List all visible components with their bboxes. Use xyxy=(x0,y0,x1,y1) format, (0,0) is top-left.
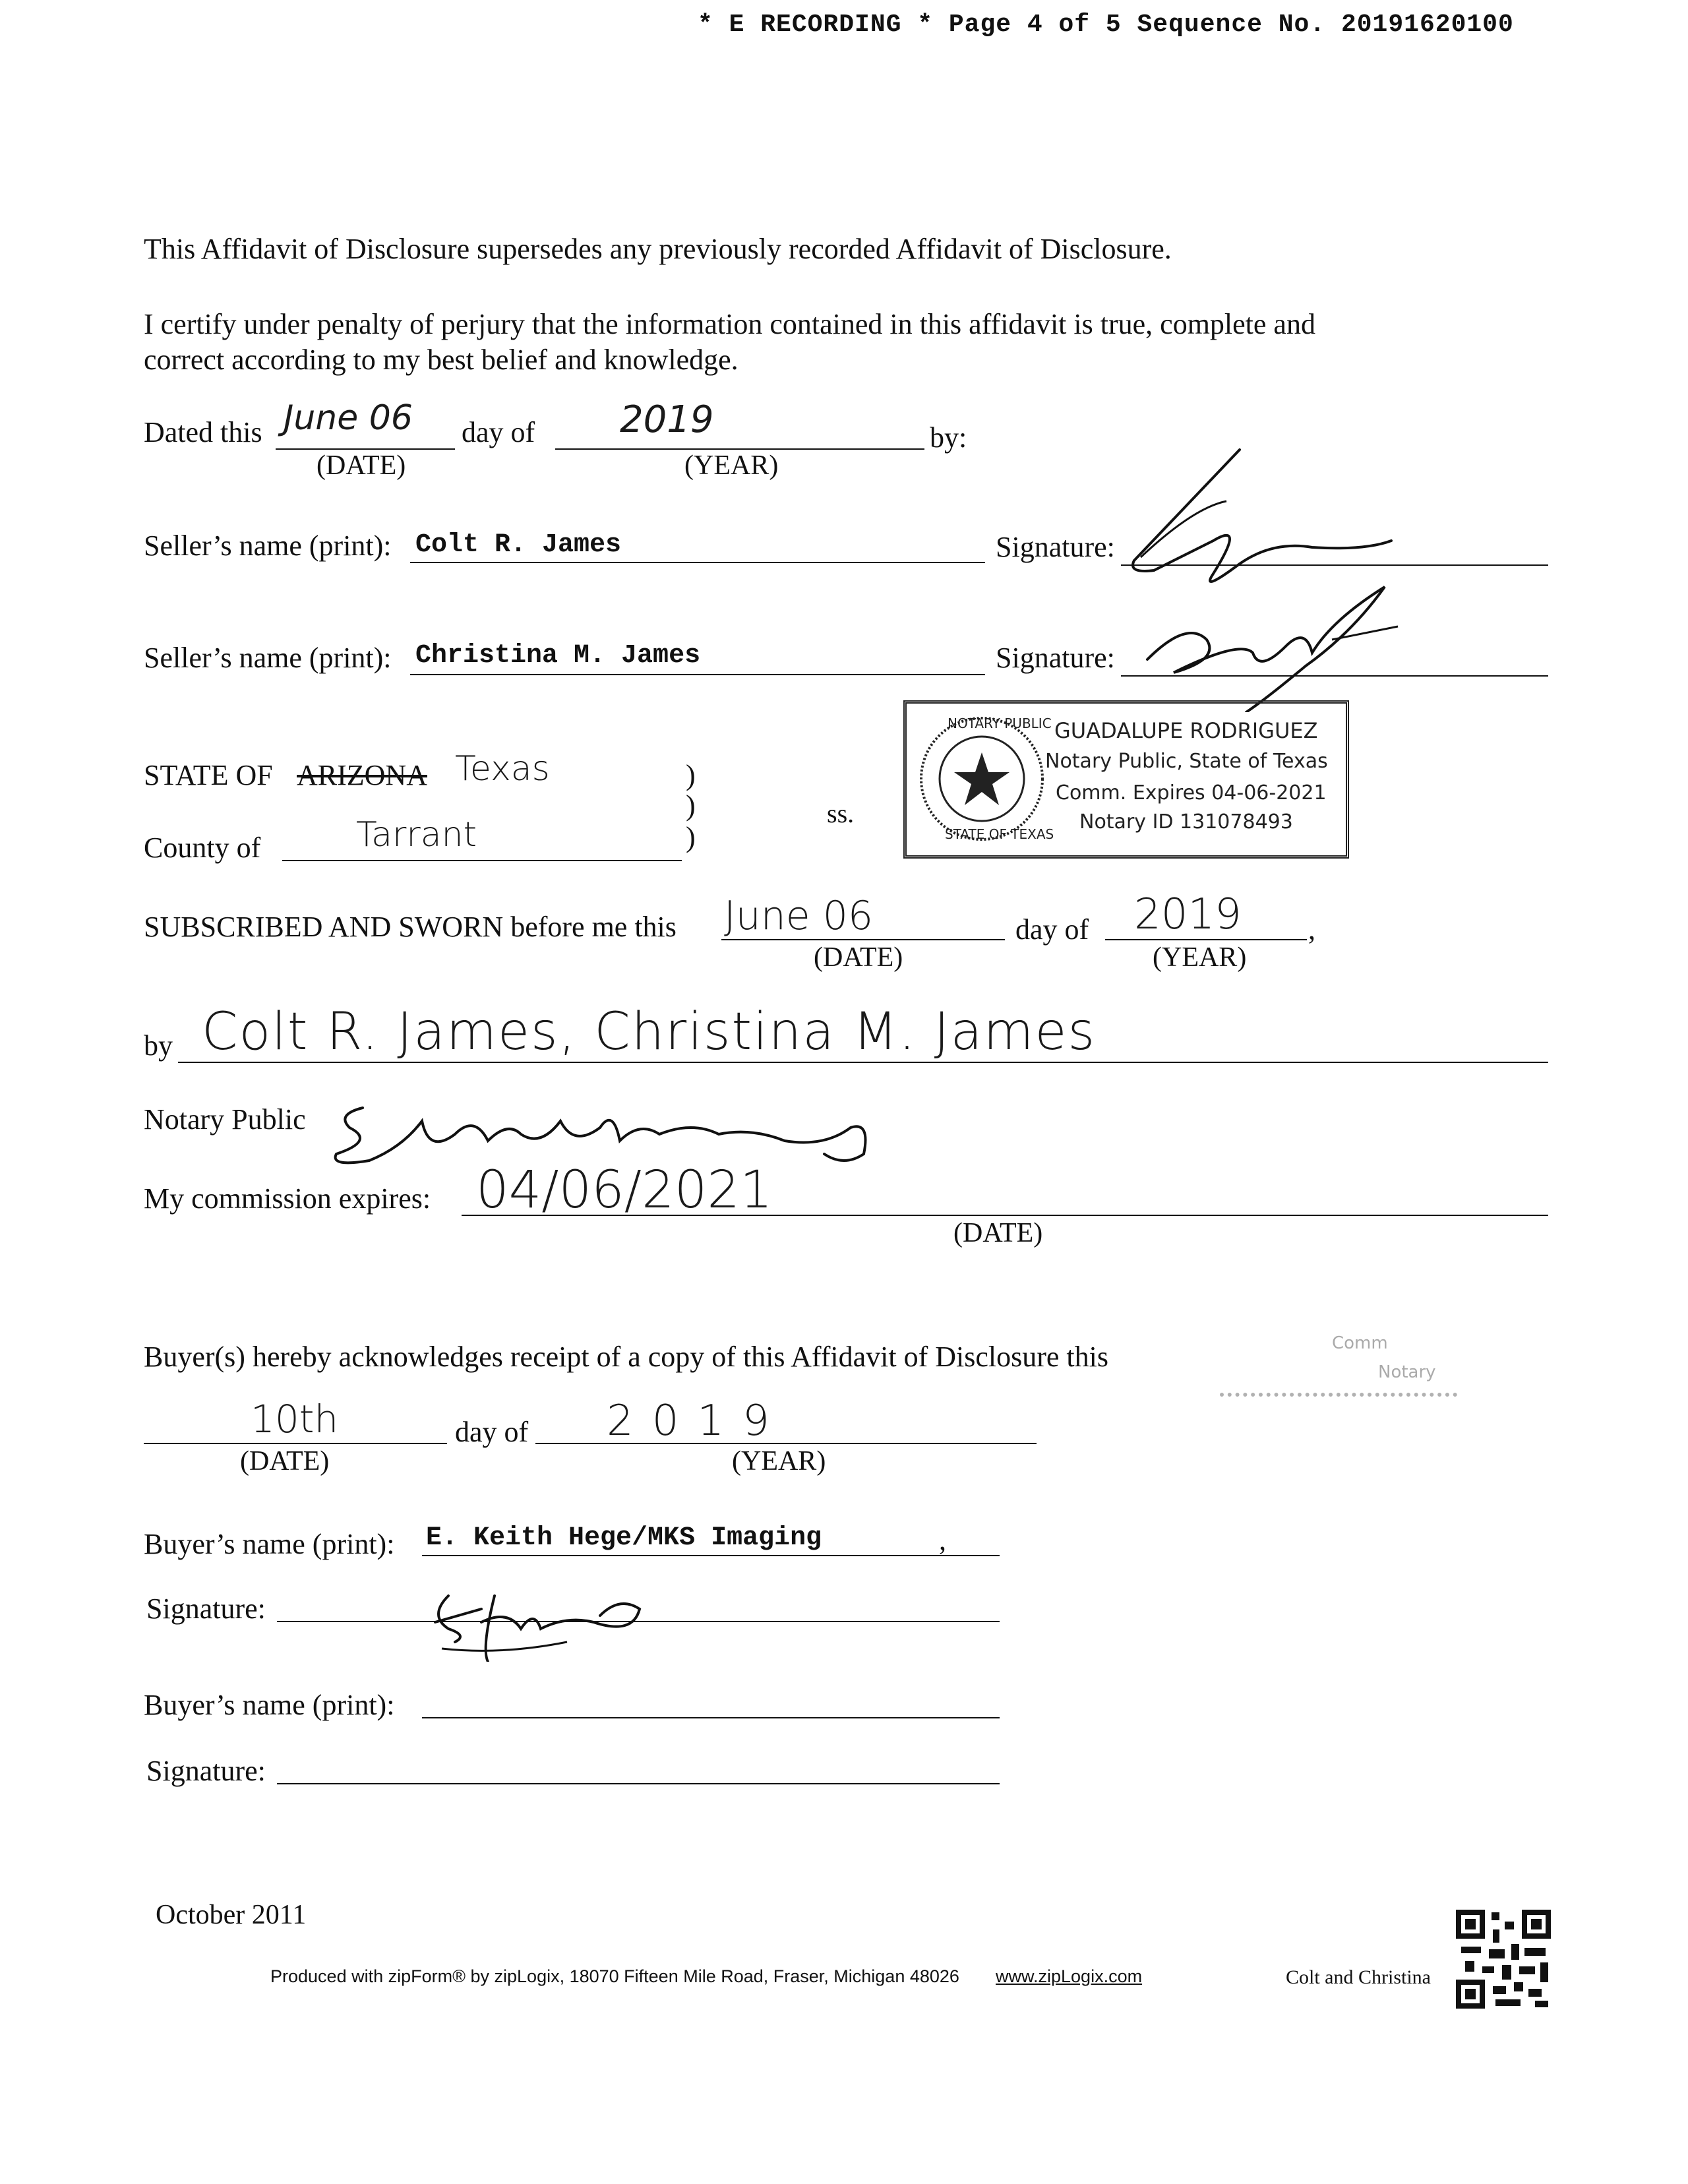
buyer1-name-line xyxy=(422,1555,1000,1556)
dated-date-caption: (DATE) xyxy=(316,450,406,481)
dated-day-of: day of xyxy=(462,416,535,448)
seal-bottom-text: STATE OF TEXAS xyxy=(945,826,1054,842)
county-value: Tarrant xyxy=(356,815,477,855)
seal-top-text: NOTARY PUBLIC xyxy=(948,715,1052,731)
buyer-ack-day-of: day of xyxy=(455,1416,529,1448)
certify-paragraph-line2: correct according to my best belief and knowledge. xyxy=(144,344,738,376)
seller1-signature-label: Signature: xyxy=(996,531,1115,563)
notary-signature xyxy=(323,1081,890,1174)
notary-public-label: Notary Public xyxy=(144,1103,306,1136)
state-label: STATE OF xyxy=(144,759,273,791)
buyer-ack-text: Buyer(s) hereby acknowledges receipt of a copy of this Affidavit of Disclosure this xyxy=(144,1341,1108,1373)
buyer1-signature-label: Signature: xyxy=(146,1592,266,1625)
dated-by: by: xyxy=(930,421,967,454)
buyer2-name-line xyxy=(422,1717,1000,1718)
commission-value: 04/06/2021 xyxy=(476,1161,773,1220)
buyer-ack-year-caption: (YEAR) xyxy=(732,1446,826,1476)
buyer-ack-year-value: 2019 xyxy=(607,1397,788,1445)
footer-file-name: Colt and Christina xyxy=(1286,1966,1431,1988)
buyer-ack-date-caption: (DATE) xyxy=(240,1446,330,1476)
buyer1-signature xyxy=(422,1569,659,1662)
seller1-label: Seller’s name (print): xyxy=(144,530,392,562)
venue-bracket-3: ) xyxy=(686,821,696,853)
footer-url[interactable]: www.zipLogix.com xyxy=(996,1966,1143,1986)
dated-date-value: June 06 xyxy=(284,398,413,438)
buyer2-signature-line xyxy=(277,1783,1000,1784)
buyer2-signature-label: Signature: xyxy=(146,1755,266,1787)
state-struck: ARIZONA xyxy=(297,759,427,791)
buyer2-label: Buyer’s name (print): xyxy=(144,1689,395,1721)
sworn-label: SUBSCRIBED AND SWORN before me this xyxy=(144,911,677,943)
sworn-date-caption: (DATE) xyxy=(814,942,903,973)
county-label: County of xyxy=(144,832,261,864)
faint-stamp xyxy=(1220,1299,1457,1411)
commission-line xyxy=(462,1215,1548,1216)
footer-date: October 2011 xyxy=(156,1900,307,1930)
by-value: Colt R. James, Christina M. James xyxy=(202,1002,1097,1062)
sworn-year-value: 2019 xyxy=(1134,890,1242,939)
commission-label: My commission expires: xyxy=(144,1182,431,1215)
sworn-year-caption: (YEAR) xyxy=(1153,942,1247,973)
footer-produced: Produced with zipForm® by zipLogix, 18070 Fifteen Mile Road, Fraser, Michigan 48026 xyxy=(270,1966,959,1986)
faint-stamp-line1: Comm xyxy=(1332,1333,1388,1353)
sworn-date-line xyxy=(721,939,1005,940)
stamp-title: Notary Public, State of Texas xyxy=(1045,750,1328,773)
seller2-label: Seller’s name (print): xyxy=(144,642,392,674)
certify-paragraph-line1: I certify under penalty of perjury that the information contained in this affidavit is true, complete and xyxy=(144,308,1315,340)
recording-header: * E RECORDING * Page 4 of 5 Sequence No. 20191620100 xyxy=(698,11,1514,39)
buyer-ack-date-value: 10th xyxy=(251,1397,339,1441)
state-written: Texas xyxy=(455,749,550,789)
seller2-signature-label: Signature: xyxy=(996,642,1115,674)
dated-year-caption: (YEAR) xyxy=(684,450,779,481)
venue-bracket-2: ) xyxy=(686,789,696,822)
notary-seal xyxy=(916,713,1048,845)
sworn-comma: , xyxy=(1308,913,1315,946)
stamp-id: Notary ID 131078493 xyxy=(1079,810,1293,834)
faint-stamp-line2: Notary xyxy=(1378,1362,1436,1382)
seller1-name-line xyxy=(410,562,985,563)
buyer1-trailing: , xyxy=(939,1524,946,1556)
by-label: by xyxy=(144,1029,173,1062)
county-line xyxy=(282,860,682,861)
sworn-date-value: June 06 xyxy=(724,893,874,939)
seller1-name[interactable]: Colt R. James xyxy=(415,530,622,560)
sworn-year-line xyxy=(1105,939,1307,940)
seller2-signature xyxy=(1134,580,1424,712)
supersedes-paragraph: This Affidavit of Disclosure supersedes any previously recorded Affidavit of Disclosure. xyxy=(144,233,1172,265)
sworn-day-of: day of xyxy=(1015,913,1089,946)
seller2-name[interactable]: Christina M. James xyxy=(415,641,701,671)
stamp-name: GUADALUPE RODRIGUEZ xyxy=(1054,718,1318,743)
dated-label: Dated this xyxy=(144,416,262,448)
by-line xyxy=(178,1062,1548,1063)
dated-year-value: 2019 xyxy=(620,398,714,441)
buyer-ack-year-line xyxy=(535,1443,1037,1444)
commission-caption: (DATE) xyxy=(953,1218,1043,1248)
stamp-expires: Comm. Expires 04-06-2021 xyxy=(1056,781,1327,804)
buyer1-label: Buyer’s name (print): xyxy=(144,1528,395,1560)
seller2-name-line xyxy=(410,674,985,675)
seller1-signature xyxy=(1114,442,1418,600)
venue-bracket-1: ) xyxy=(686,759,696,791)
qr-code xyxy=(1456,1910,1551,2009)
buyer-ack-date-line xyxy=(144,1443,447,1444)
notary-stamp xyxy=(903,700,1349,859)
ss-label: ss. xyxy=(827,799,855,828)
buyer1-name[interactable]: E. Keith Hege/MKS Imaging xyxy=(426,1523,822,1553)
